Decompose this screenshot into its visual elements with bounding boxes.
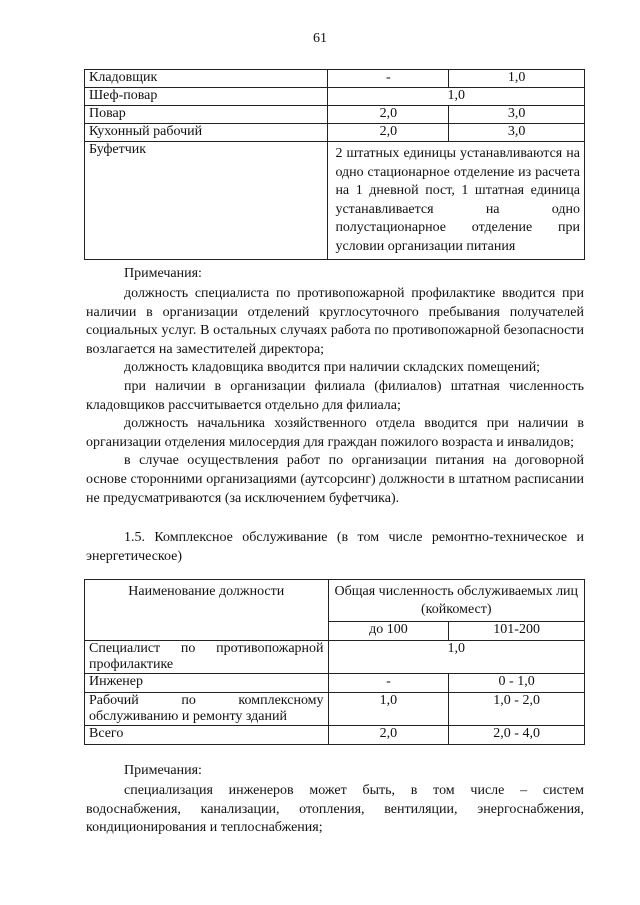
value-cell: 2 штатных единицы устанавливаются на одно стационарное отделение из расчета на 1 дневной пост, 1 штатная единица устанавливается на одно полустационарное отделение при условии организации питания (328, 142, 585, 260)
value-cell: - (328, 674, 449, 693)
note-paragraph: должность специалиста по противопожарной профилактике вводится при наличии в организации отделений круглосуточного пребывания получателей социальных услуг. В остальных случаях работа по противопожарной безопасности возлагается на заместителей директора; (86, 286, 584, 357)
note-paragraph: в случае осуществления работ по организации питания на договорной основе сторонними организациями (аутсорсинг) должности в штатном расписании не предусматриваются (за исключением буфетчика). (86, 453, 584, 506)
value-cell: 1,0 (328, 693, 449, 726)
notes-title: Примечания: (124, 763, 202, 778)
position-cell: Всего (85, 726, 329, 745)
value-cell: 0 - 1,0 (449, 674, 585, 693)
value-cell: 2,0 - 4,0 (449, 726, 585, 745)
note-paragraph: специализация инженеров может быть, в том числе – систем водоснабжения, канализации, отопления, вентиляции, энергоснабжения, кондиционирования и теплоснабжения; (86, 783, 584, 836)
position-cell: Кухонный рабочий (85, 124, 328, 142)
position-cell: Повар (85, 106, 328, 124)
table-row (85, 726, 585, 745)
note-paragraph: при наличии в организации филиала (филиалов) штатная численность кладовщиков рассчитывается отдельно для филиала; (86, 378, 584, 413)
value-cell: 3,0 (449, 106, 585, 124)
staff-table-catering (84, 69, 585, 260)
column-header: 101-200 (449, 622, 585, 641)
table-row (85, 124, 585, 142)
position-cell: Рабочий по комплексному обслуживанию и ремонту зданий (85, 693, 329, 726)
position-cell: Шеф-повар (85, 88, 328, 106)
section-heading: 1.5. Комплексное обслуживание (в том числе ремонтно-техническое и энергетическое) (86, 530, 584, 564)
page-number: 61 (313, 31, 327, 46)
column-header: Наименование должности (85, 580, 329, 641)
notes-title: Примечания: (124, 266, 202, 281)
notes-body (86, 782, 584, 838)
table-row (85, 674, 585, 693)
notes-body (86, 285, 584, 508)
value-cell: 2,0 (328, 726, 449, 745)
value-cell: 3,0 (449, 124, 585, 142)
value-cell: 1,0 (449, 70, 585, 88)
table-header-row (85, 580, 585, 622)
value-cell: 1,0 - 2,0 (449, 693, 585, 726)
note-paragraph: должность кладовщика вводится при наличии складских помещений; (124, 360, 541, 376)
table-row (85, 142, 585, 260)
note-paragraph: должность начальника хозяйственного отдела вводится при наличии в организации отделения милосердия для граждан пожилого возраста и инвалидов; (86, 416, 584, 450)
value-cell: 1,0 (328, 641, 584, 674)
column-header: до 100 (328, 622, 449, 641)
staff-table-maintenance (84, 579, 585, 745)
value-cell: - (328, 70, 449, 88)
table-row (85, 70, 585, 88)
table-row (85, 693, 585, 726)
position-cell: Специалист по противопожарной профилактике (85, 641, 329, 674)
value-cell: 2,0 (328, 124, 449, 142)
position-cell: Кладовщик (85, 70, 328, 88)
table-row (85, 106, 585, 124)
table-row (85, 641, 585, 674)
value-cell: 2,0 (328, 106, 449, 124)
value-cell: 1,0 (328, 88, 585, 106)
column-header: Общая численность обслуживаемых лиц (койкомест) (328, 580, 584, 622)
position-cell: Буфетчик (85, 142, 328, 260)
position-cell: Инженер (85, 674, 329, 693)
table-row (85, 88, 585, 106)
